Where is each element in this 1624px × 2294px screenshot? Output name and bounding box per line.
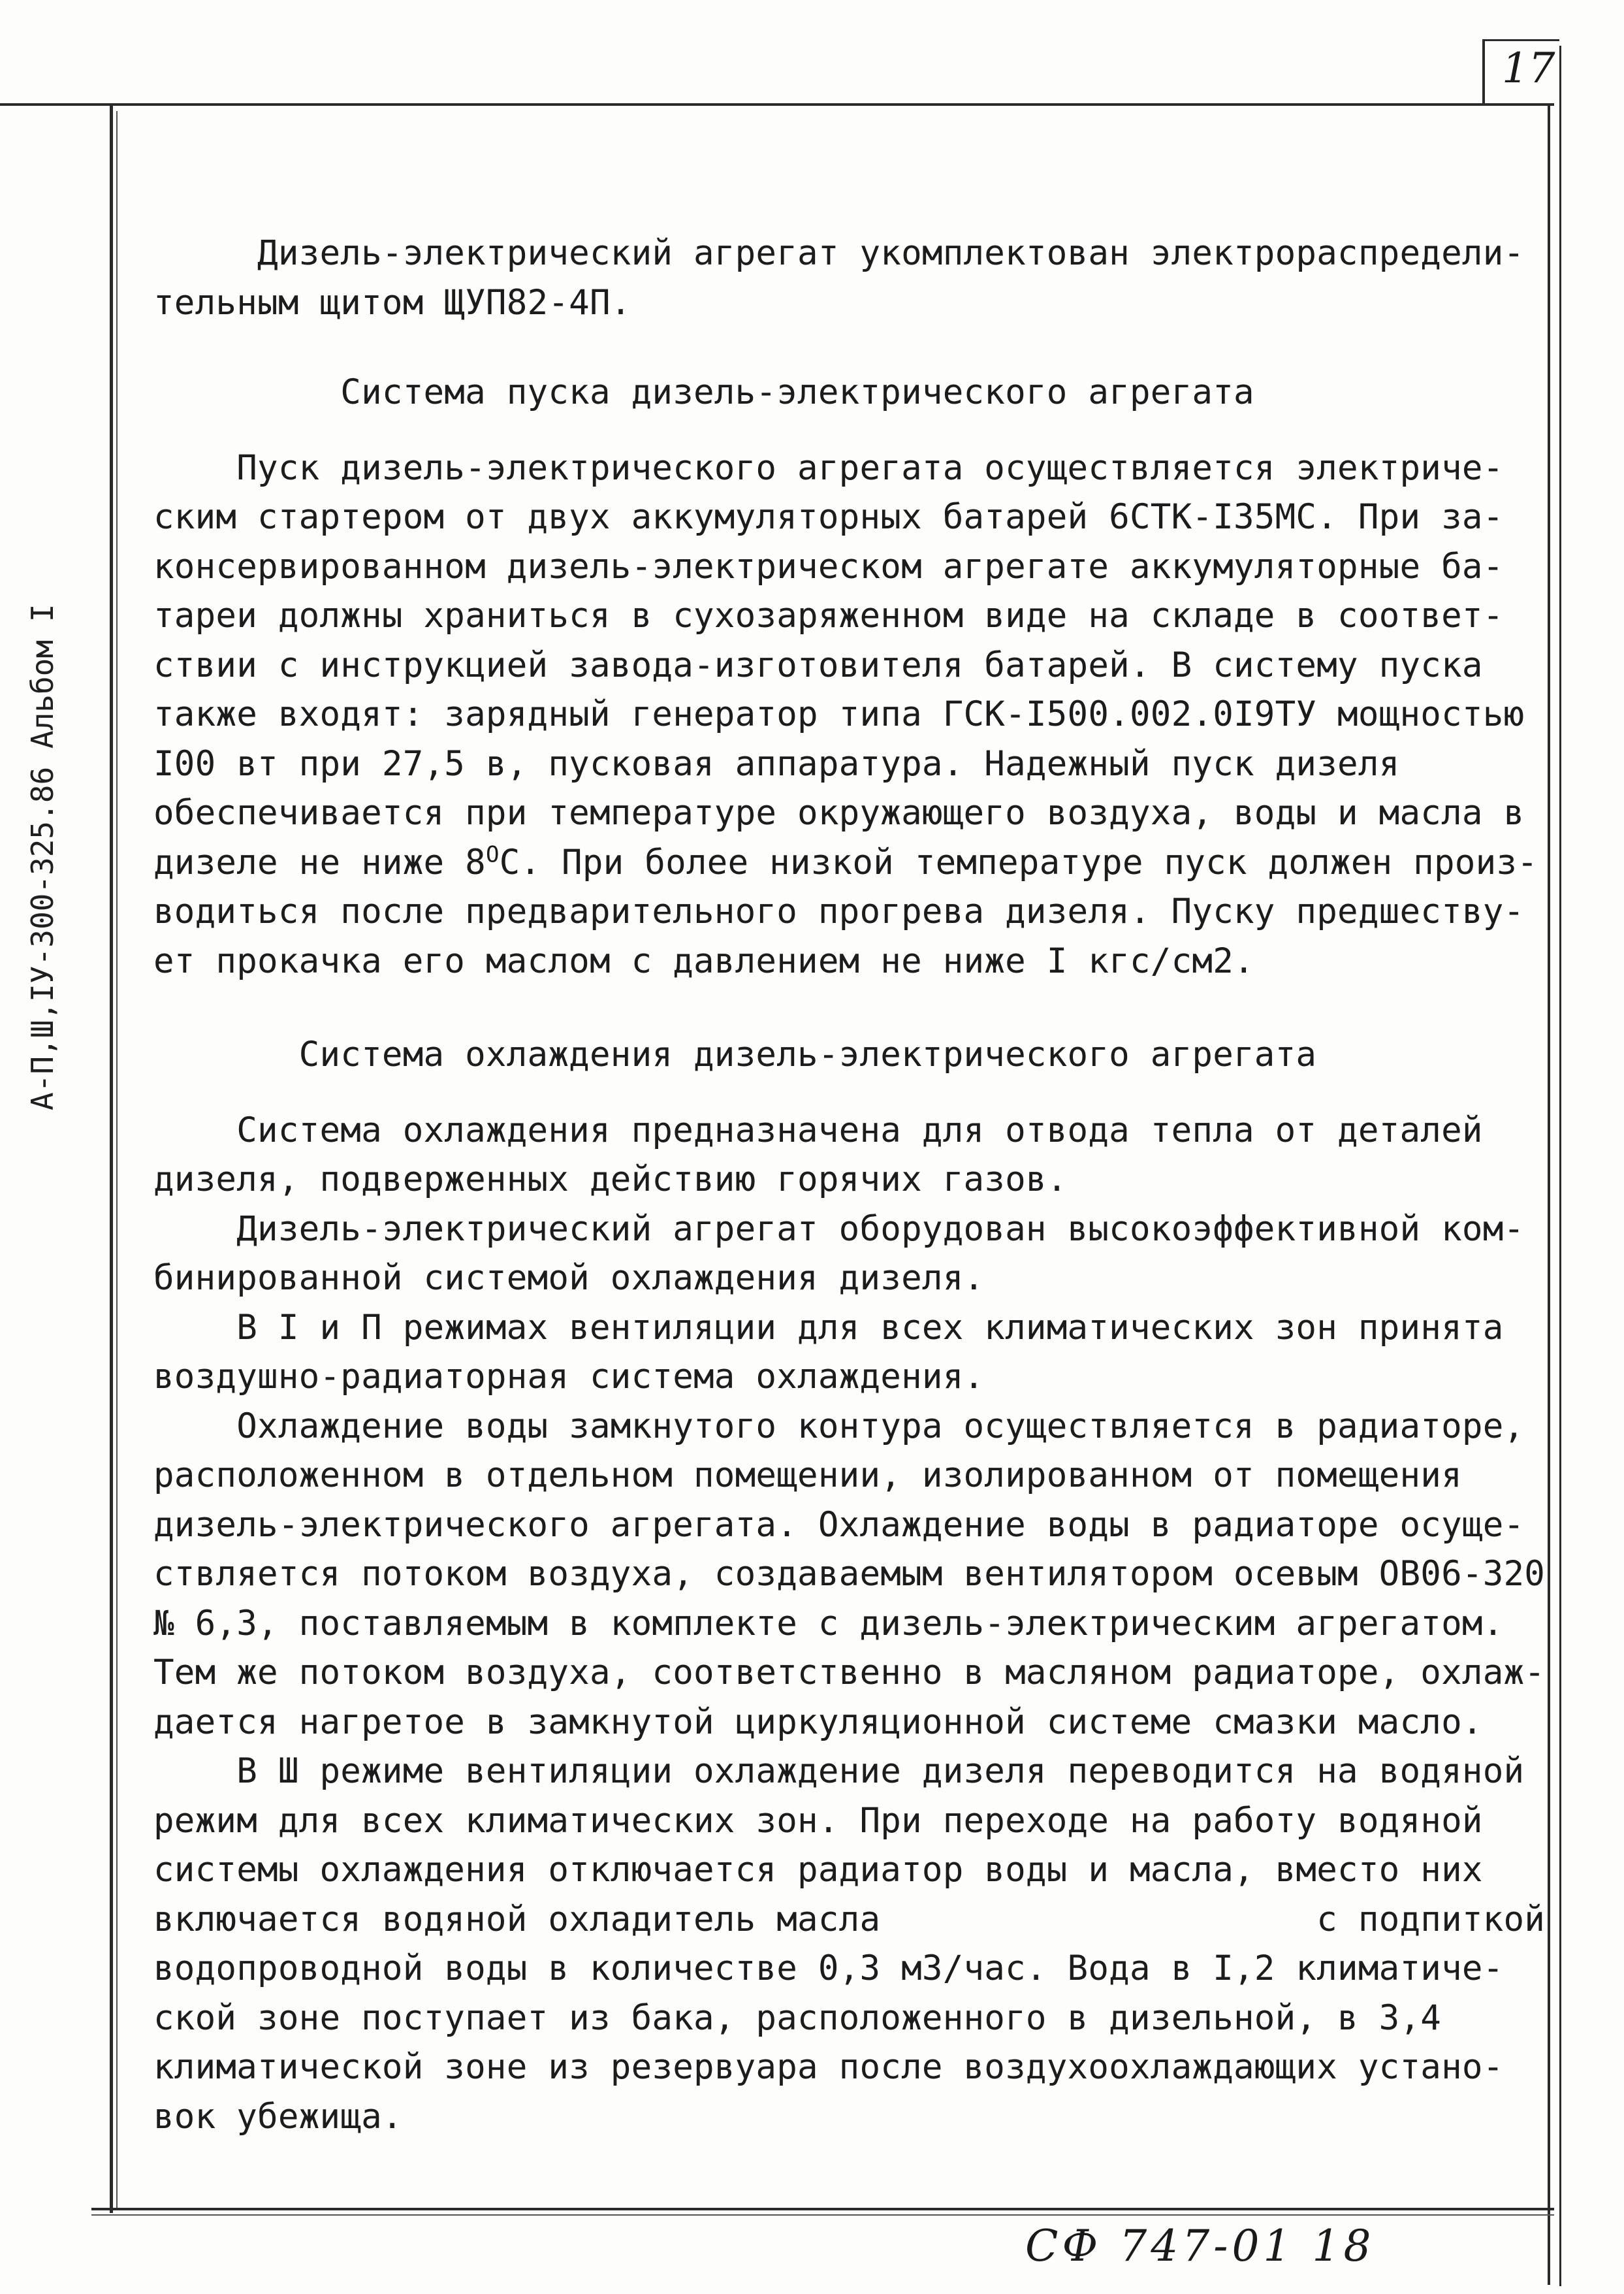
side-stamp: [20, 523, 65, 1110]
frame-right-line: [1548, 103, 1550, 2285]
paragraph-intro: [153, 229, 1525, 327]
text-line: № 6,3, поставляемым в комплекте с дизель-электрическим агрегатом.: [153, 1603, 1504, 1643]
text-line: дизеля, подверженных действию горячих газов.: [153, 1159, 1068, 1199]
text-line: В I и П режимах вентиляции для всех климатических зон принята: [153, 1307, 1504, 1348]
paragraph-cooling-c: [153, 1303, 1518, 1402]
paragraph-cooling-d: [153, 1402, 1546, 1747]
footer-archive-code: СФ 747-01 18: [1025, 2221, 1375, 2271]
text-line: Дизель-электрический агрегат укомплектован электрораспредели-: [153, 233, 1525, 273]
frame-left-line: [110, 103, 113, 2213]
text-line: Пуск дизель-электрического агрегата осуществляется электриче-: [153, 447, 1504, 488]
temperature-text-after: С. При более низкой температуре пуск должен произ-: [499, 842, 1538, 882]
text-line: также входят: зарядный генератор типа ГСК-I500.002.0I9ТУ мощностью: [153, 694, 1525, 734]
text-line: консервированном дизель-электрическом агрегате аккумуляторные ба-: [153, 546, 1504, 587]
paragraph-cooling-e: [153, 1747, 1546, 2141]
text-line: системы охлаждения отключается радиатор воды и масла, вместо них: [153, 1850, 1483, 1890]
text-line: расположенном в отдельном помещении, изолированном от помещения: [153, 1455, 1462, 1495]
text-line: ствляется потоком воздуха, создаваемым вентилятором осевым ОВ06-320: [153, 1554, 1546, 1594]
text-line: вок убежища.: [153, 2096, 403, 2137]
text-line: ской зоне поступает из бака, расположенного в дизельной, в 3,4: [153, 1997, 1442, 2038]
frame-bottom-line: [91, 2208, 1554, 2210]
degree-superscript: О: [485, 841, 500, 867]
temperature-text-before: дизеле не ниже 8: [153, 842, 486, 882]
frame-bottom-inner-line: [91, 2214, 1554, 2216]
text-line-temperature: [153, 838, 1538, 888]
text-line: Система охлаждения предназначена для отвода тепла от деталей: [153, 1110, 1483, 1150]
page-number: 17: [1502, 44, 1555, 93]
text-line: бинированной системой охлаждения дизеля.: [153, 1258, 985, 1298]
text-line: Тем же потоком воздуха, соответственно в масляном радиаторе, охлаж-: [153, 1653, 1546, 1692]
text-line: водиться после предварительного прогрева дизеля. Пуску предшеству-: [153, 892, 1525, 931]
text-line: Дизель-электрический агрегат оборудован высокоэффективной ком-: [153, 1208, 1525, 1249]
frame-top-line: [0, 103, 1554, 106]
text-line: дается нагретое в замкнутой циркуляционной системе смазки масло.: [153, 1702, 1483, 1742]
text-line: I00 вт при 27,5 в, пусковая аппаратура. Надежный пуск дизеля: [153, 743, 1400, 784]
text-line: дизель-электрического агрегата. Охлаждение воды в радиаторе осуще-: [153, 1504, 1525, 1545]
text-line: обеспечивается при температуре окружающего воздуха, воды и масла в: [153, 793, 1525, 833]
paragraph-cooling-a: [153, 1106, 1518, 1204]
text-line: ствии с инструкцией завода-изготовителя батарей. В систему пуска: [153, 645, 1483, 685]
frame-right-outer-line: [1559, 46, 1561, 2286]
text-line: ским стартером от двух аккумуляторных батарей 6СТК-I35МС. При за-: [153, 497, 1504, 537]
text-line: режим для всех климатических зон. При переходе на работу водяной: [153, 1800, 1483, 1841]
text-line: водопроводной воды в количестве 0,3 м3/час. Вода в I,2 климатиче-: [153, 1948, 1504, 1988]
text-line: тареи должны храниться в сухозаряженном виде на складе в соответ-: [153, 596, 1504, 636]
side-label: А-П,Ш,ІУ-300-325.86 Альбом I: [25, 604, 60, 1110]
paragraph-start: [153, 444, 1538, 986]
text-line: Охлаждение воды замкнутого контура осуществляется в радиаторе,: [153, 1406, 1525, 1446]
document-body: [153, 229, 1546, 2141]
text-line: В Ш режиме вентиляции охлаждение дизеля переводится на водяной: [153, 1751, 1525, 1791]
text-line: включается водяной охладитель масла с подпиткой: [153, 1899, 1546, 1939]
text-line: климатической зоне из резервуара после воздухоохлаждающих устано-: [153, 2047, 1504, 2087]
frame-left-inner-line: [116, 111, 118, 2208]
text-line: воздушно-радиаторная система охлаждения.: [153, 1357, 985, 1397]
text-line: ет прокачка его маслом с давлением не ниже I кгс/см2.: [153, 941, 1254, 981]
section-heading-start: Система пуска дизель-электрического агрегата: [153, 372, 1254, 412]
paragraph-cooling-b: [153, 1204, 1525, 1303]
text-line: тельным щитом ЩУП82-4П.: [153, 282, 631, 323]
section-heading-cooling: Система охлаждения дизель-электрического агрегата: [153, 1035, 1317, 1074]
